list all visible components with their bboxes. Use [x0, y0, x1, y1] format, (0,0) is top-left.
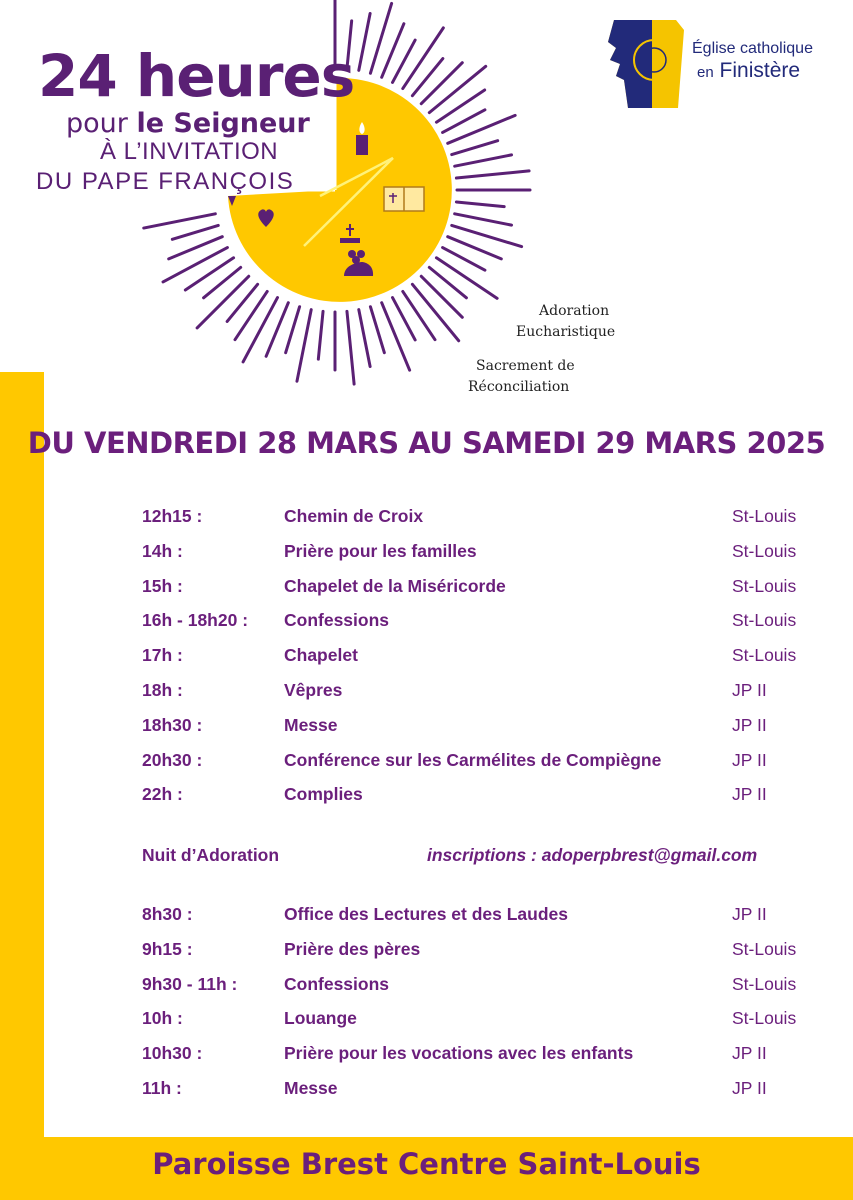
- schedule-row: [0, 680, 853, 704]
- sun-ray: [227, 284, 257, 321]
- schedule-activity: Prière des pères: [284, 938, 421, 959]
- schedule-place: St-Louis: [732, 610, 797, 631]
- sun-ray: [436, 258, 497, 299]
- inscriptions-email[interactable]: inscriptions : adoperpbrest@gmail.com: [427, 845, 758, 865]
- sun-ray: [185, 258, 233, 290]
- schedule-activity: Complies: [284, 784, 363, 805]
- schedule-activity: Messe: [284, 714, 338, 735]
- sun-ray: [163, 248, 227, 282]
- schedule-row: [0, 541, 853, 565]
- label-sacrement: Sacrement de: [476, 358, 575, 374]
- schedule-time: 22h :: [142, 784, 183, 805]
- label-reconciliation: Réconciliation: [468, 379, 570, 395]
- title-seigneur: le Seigneur: [136, 108, 310, 139]
- logo-finistere: [697, 59, 800, 83]
- schedule-place: JP II: [732, 1043, 767, 1064]
- schedule-row: [0, 576, 853, 600]
- sun-ray: [429, 267, 466, 297]
- sun-ray: [452, 141, 498, 155]
- schedule-row: [0, 506, 853, 530]
- schedule-time: 14h :: [142, 540, 183, 561]
- night-adoration-label: Nuit d’Adoration: [142, 845, 280, 865]
- sun-ray: [421, 276, 462, 317]
- schedule-time: 18h :: [142, 680, 183, 700]
- schedule-row: [0, 1008, 853, 1032]
- schedule-time: 17h :: [142, 645, 183, 666]
- sun-ray: [456, 171, 529, 178]
- schedule-time: 12h15 :: [142, 506, 203, 526]
- schedule-place: JP II: [732, 680, 767, 700]
- title-pape-francois: DU PAPE FRANÇOIS: [36, 168, 295, 195]
- schedule-time: 8h30 :: [142, 904, 193, 924]
- title-invitation: À L’INVITATION: [100, 138, 279, 165]
- schedule-activity: Chapelet: [284, 645, 358, 666]
- sun-ray: [144, 214, 216, 228]
- schedule-row: [0, 1043, 853, 1067]
- sun-ray: [448, 115, 515, 143]
- schedule-place: St-Louis: [732, 973, 797, 994]
- logo-eglise-catholique: Église catholique: [692, 40, 813, 57]
- schedule-time: 18h30 :: [142, 714, 203, 735]
- schedule-time: 9h15 :: [142, 938, 193, 959]
- sun-ray: [286, 307, 300, 353]
- schedule-place: St-Louis: [732, 645, 797, 666]
- schedule-place: JP II: [732, 749, 767, 770]
- sun-ray: [421, 63, 462, 104]
- schedule-time: 10h :: [142, 1008, 183, 1029]
- schedule-time: 15h :: [142, 575, 183, 596]
- schedule-activity: Conférence sur les Carmélites de Compiègne: [284, 749, 662, 770]
- sun-ray: [347, 311, 354, 384]
- sun-ray: [403, 291, 435, 339]
- sun-ray: [359, 310, 370, 367]
- sun-ray: [243, 298, 277, 362]
- sun-ray: [429, 66, 485, 112]
- schedule-activity: Messe: [284, 1078, 338, 1098]
- schedule-place: St-Louis: [732, 938, 797, 959]
- schedule-activity: Chapelet de la Miséricorde: [284, 575, 506, 596]
- schedule-activity: Vêpres: [284, 680, 343, 700]
- sun-ray: [456, 202, 504, 207]
- sun-ray: [403, 28, 444, 89]
- schedule-row: [0, 904, 853, 928]
- sun-ray: [412, 59, 442, 96]
- logo-en: en: [697, 64, 714, 81]
- schedule-time: 11h :: [142, 1078, 182, 1098]
- schedule-row: [0, 610, 853, 634]
- sun-ray: [318, 311, 323, 359]
- sun-ray: [359, 13, 370, 70]
- schedule-place: JP II: [732, 1078, 767, 1098]
- diocese-logo-icon: [606, 18, 692, 108]
- label-adoration: Adoration: [539, 303, 610, 319]
- schedule-place: St-Louis: [732, 1008, 797, 1029]
- sun-ray: [455, 155, 512, 166]
- schedule-time: 9h30 - 11h :: [142, 973, 238, 994]
- title-24-heures: 24 heures: [38, 42, 355, 110]
- sun-ray: [235, 291, 267, 339]
- sun-ray: [197, 276, 249, 328]
- schedule-place: St-Louis: [732, 540, 797, 561]
- schedule-row: [0, 1078, 853, 1102]
- sun-ray: [436, 90, 484, 122]
- schedule-place: JP II: [732, 784, 767, 805]
- footer-parish-name: Paroisse Brest Centre Saint-Louis: [152, 1147, 701, 1181]
- title-pour: pour: [66, 108, 128, 139]
- logo-finistere-word: Finistère: [719, 59, 801, 82]
- label-eucharistique: Eucharistique: [516, 324, 616, 340]
- schedule-row: [0, 645, 853, 669]
- schedule-activity: Prière pour les vocations avec les enfants: [284, 1043, 634, 1064]
- schedule-activity: Prière pour les familles: [284, 540, 477, 561]
- sun-ray: [297, 310, 311, 382]
- schedule-row: [0, 750, 853, 774]
- sun-ray: [370, 307, 384, 353]
- schedule-activity: Louange: [284, 1008, 357, 1029]
- date-heading: DU VENDREDI 28 MARS AU SAMEDI 29 MARS 2025: [27, 426, 826, 460]
- schedule-activity: Office des Lectures et des Laudes: [284, 904, 568, 924]
- sun-ray: [172, 225, 218, 239]
- schedule-time: 20h30 :: [142, 749, 203, 770]
- schedule-row: [0, 974, 853, 998]
- bible-icon: [384, 187, 424, 211]
- schedule-place: St-Louis: [732, 575, 797, 596]
- sun-ray: [204, 267, 241, 297]
- schedule-activity: Confessions: [284, 610, 390, 631]
- schedule-time: 10h30 :: [142, 1043, 203, 1064]
- schedule-row: [0, 715, 853, 739]
- sun-ray: [455, 214, 512, 225]
- schedule-place: St-Louis: [732, 506, 797, 526]
- schedule-place: JP II: [732, 714, 767, 735]
- schedule-activity: Confessions: [284, 973, 390, 994]
- schedule-row: [0, 784, 853, 808]
- sun-ray: [412, 284, 458, 340]
- schedule-row: [0, 939, 853, 963]
- title-pour-le-seigneur: [66, 108, 310, 139]
- schedule-time: 16h - 18h20 :: [142, 610, 249, 631]
- sun-ray: [382, 303, 410, 370]
- schedule-place: JP II: [732, 904, 767, 924]
- schedule-activity: Chemin de Croix: [284, 506, 424, 526]
